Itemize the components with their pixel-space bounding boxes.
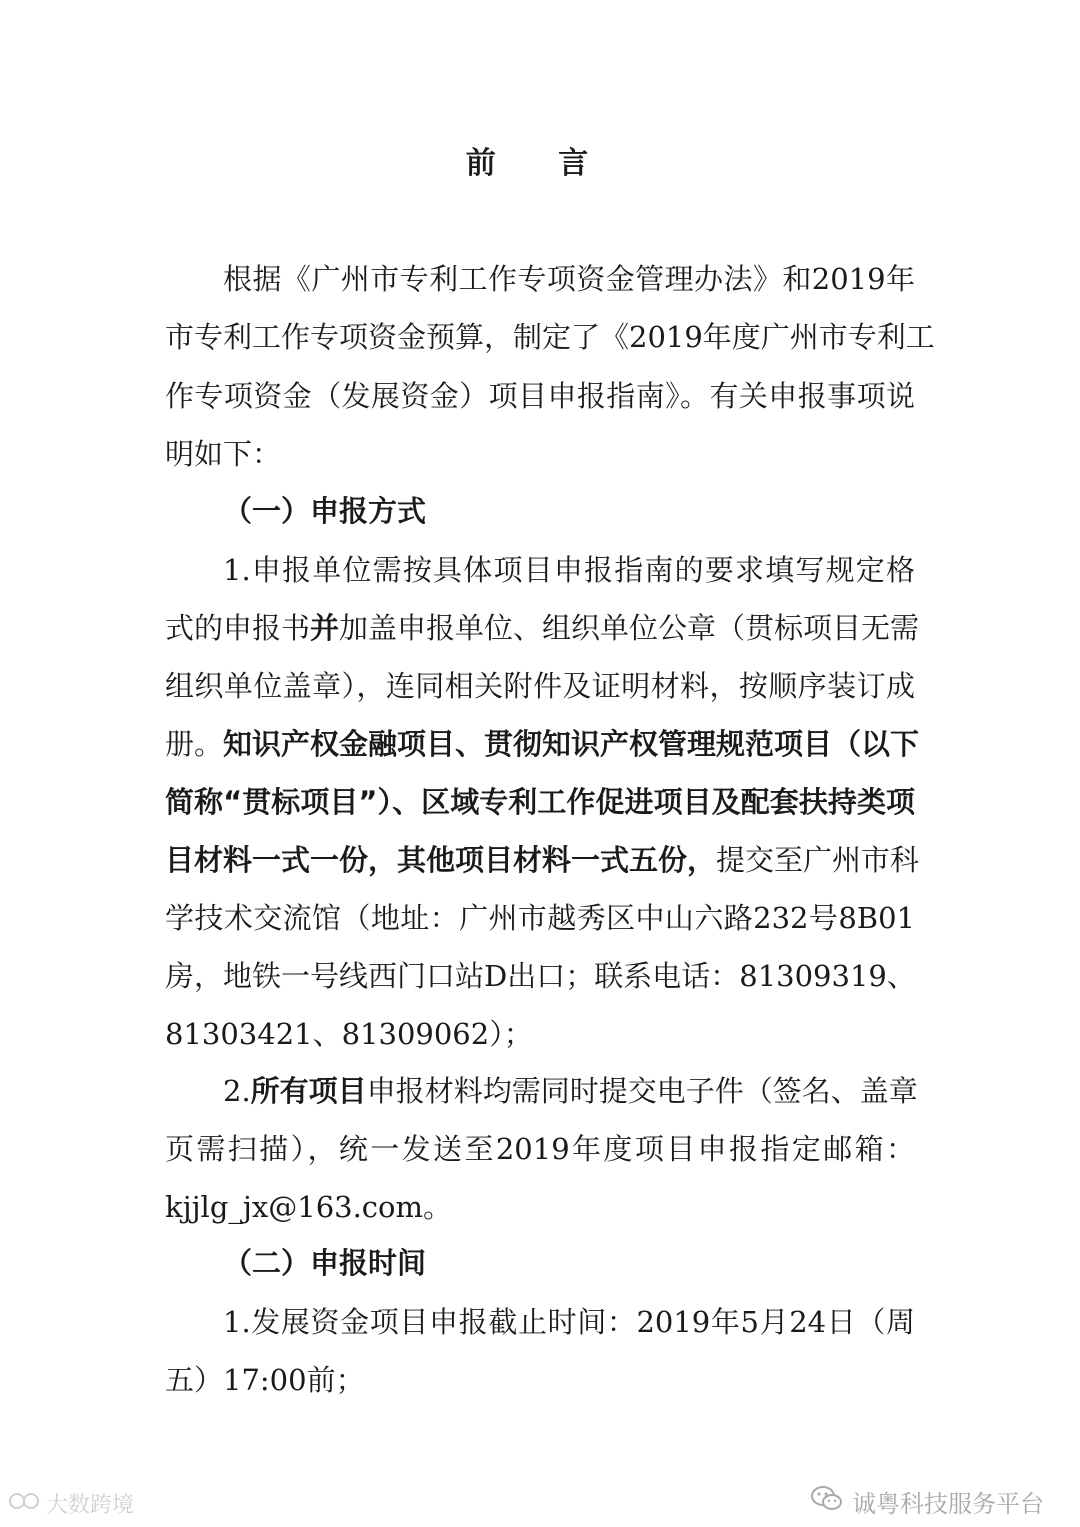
s1-item2-line-1-text-a: 2. (223, 1074, 251, 1108)
s1-item2-line-1 (223, 1071, 918, 1111)
watermark-left (8, 1488, 134, 1519)
s1-item1-line-4 (165, 724, 920, 764)
s1-item1-line-3: 组织单位盖章），连同相关附件及证明材料，按顺序装订成 (165, 669, 915, 703)
s1-item1-line-2-text-c: 加盖申报单位、组织单位公章（贯标项目无需 (339, 611, 920, 645)
page-title: 前 言 (465, 146, 615, 181)
intro-line-1: 根据《广州市专利工作专项资金管理办法》和2019年 (223, 262, 915, 296)
wechat-icon (810, 1485, 844, 1519)
logo-icon (8, 1491, 42, 1517)
s1-item1-line-4-text-a: 册。 (165, 727, 224, 761)
s1-item1-line-6-text-b: 提交至广州市科 (716, 843, 920, 877)
s1-item1-line-6 (165, 840, 920, 880)
s1-item2-line-1-bold: 所有项目 (250, 1074, 367, 1108)
s1-item1-line-8: 房，地铁一号线西门口站D出口；联系电话：81309319、 (165, 959, 916, 993)
s1-item1-line-7: 学技术交流馆（地址：广州市越秀区中山六路232号8B01 (165, 901, 915, 935)
intro-line-3: 作专项资金（发展资金）项目申报指南》。有关申报事项说 (165, 379, 915, 413)
s2-item1-line-2: 五）17:00前； (165, 1363, 365, 1397)
s1-item1-line-4-bold: 知识产权金融项目、贯彻知识产权管理规范项目（以下 (223, 727, 920, 761)
s1-item1-line-2 (165, 608, 920, 648)
s1-item1-line-2-bold: 并 (310, 611, 340, 645)
s1-item1-line-9: 81303421、81309062）； (165, 1017, 533, 1051)
s1-item1-line-1: 1.申报单位需按具体项目申报指南的要求填写规定格 (223, 553, 915, 587)
section-2-heading: （二）申报时间 (223, 1246, 427, 1280)
s1-item1-line-6-bold: 目材料一式一份，其他项目材料一式五份， (165, 843, 717, 877)
s1-item2-line-1-text-c: 申报材料均需同时提交电子件（签名、盖章 (366, 1074, 918, 1108)
s1-item1-line-5: 简称“贯标项目”）、区域专利工作促进项目及配套扶持类项 (165, 785, 915, 819)
watermark-right-text: 诚粤科技服务平台 (852, 1490, 1044, 1518)
intro-line-2: 市专利工作专项资金预算，制定了《2019年度广州市专利工 (165, 320, 935, 354)
s1-item2-line-2: 页需扫描），统一发送至2019年度项目申报指定邮箱： (165, 1132, 915, 1166)
intro-line-4: 明如下： (165, 437, 282, 471)
section-1-heading: （一）申报方式 (223, 494, 427, 528)
watermark-left-text: 大数跨境 (46, 1493, 135, 1518)
watermark-right (810, 1484, 1044, 1519)
s1-item1-line-2-text-a: 式的申报书 (165, 611, 311, 645)
s1-item2-line-3: kjjlg_jx@163.com。 (165, 1190, 453, 1224)
s2-item1-line-1: 1.发展资金项目申报截止时间：2019年5月24日（周 (223, 1305, 915, 1339)
